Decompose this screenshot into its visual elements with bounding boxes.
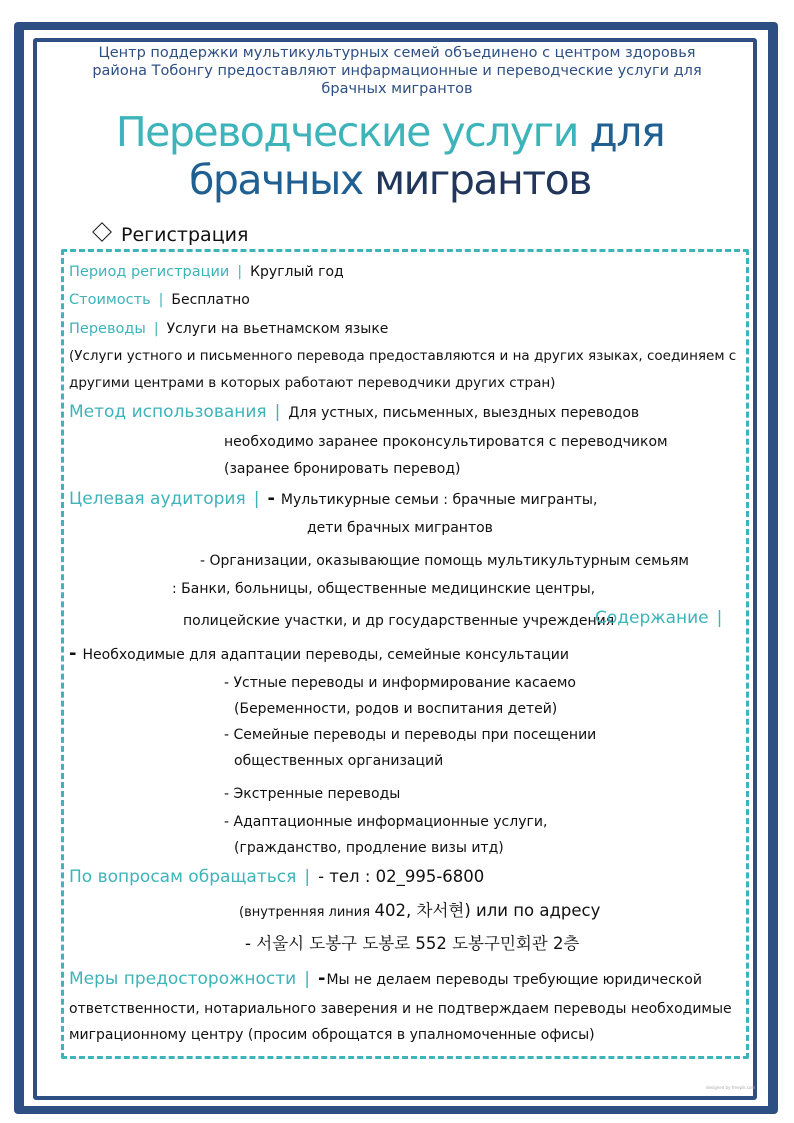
diamond-bullet-icon — [92, 222, 112, 242]
separator: | — [304, 867, 311, 887]
separator: | — [153, 321, 159, 337]
content-line: (гражданство, продление визы итд) — [234, 840, 504, 856]
method-row — [69, 403, 639, 422]
intro-line: брачных мигрантов — [321, 81, 473, 97]
dash: - — [69, 643, 77, 664]
intro-text — [60, 44, 734, 98]
dash: - — [317, 968, 326, 989]
audience-line: Мультикурные семьи : брачные мигранты, — [280, 492, 598, 508]
content-line: - Адаптационные информационные услуги, — [224, 814, 548, 830]
content-line: - Экстренные переводы — [224, 786, 401, 802]
period-label: Период регистрации — [69, 264, 230, 280]
contact-ext-small: (внутренняя линия — [239, 905, 371, 920]
content-line: общественных организаций — [234, 753, 444, 769]
content-line: - Семейные переводы и переводы при посещении — [224, 727, 597, 743]
designed-by-credit: designed by freepik.com — [706, 1085, 756, 1090]
content-line: - Устные переводы и информирование касаемо — [224, 675, 576, 691]
title-part: для — [589, 108, 665, 156]
caution-line: миграционному центру (просим оброщатся в упалномоченные офисы) — [69, 1027, 595, 1043]
separator: | — [253, 489, 260, 509]
caution-line: Мы не делаем переводы требующие юридической — [326, 972, 702, 988]
separator: | — [274, 402, 281, 422]
dash: - — [267, 488, 275, 509]
contact-ext-rest: 402, 차서현) или по адресу — [374, 901, 601, 920]
audience-line: : Банки, больницы, общественные медицинские центры, — [172, 581, 596, 597]
contact-label: По вопросам обращаться — [69, 867, 297, 887]
translation-label: Переводы — [69, 321, 146, 337]
translation-note: (Услуги устного и письменного перевода предоставляются и на других языках, соединяем с — [69, 348, 737, 364]
registration-heading-text: Регистрация — [121, 224, 249, 246]
content-line: (Беременности, родов и воспитания детей) — [234, 701, 558, 717]
method-line: необходимо заранее проконсультироватся с переводчиком — [224, 434, 668, 450]
method-line: Для устных, письменных, выездных переводов — [288, 405, 640, 421]
audience-line: полицейские участки, и др государственные учреждения — [183, 613, 615, 629]
period-row — [69, 263, 344, 281]
contact-extension — [239, 902, 600, 922]
contact-address: - 서울시 도봉구 도봉로 552 도봉구민회관 2층 — [245, 934, 580, 953]
separator: | — [237, 264, 243, 280]
page-title — [40, 108, 740, 204]
separator: | — [304, 969, 310, 989]
audience-line: - Организации, оказывающие помощь мультикультурным семьям — [200, 553, 689, 569]
content-label-row — [595, 609, 730, 628]
method-line: (заранее бронировать перевод) — [224, 461, 461, 477]
title-part: Переводческие услуги — [115, 108, 578, 156]
translation-value: Услуги на вьетнамском языке — [166, 321, 389, 337]
period-value: Круглый год — [250, 264, 344, 280]
method-label: Метод использования — [69, 402, 267, 422]
caution-label: Меры предосторожности — [69, 969, 297, 989]
content-row — [69, 645, 569, 664]
caution-row — [69, 970, 702, 989]
title-part: мигрантов — [374, 156, 591, 204]
contact-row — [69, 868, 484, 887]
cost-label: Стоимость — [69, 292, 151, 308]
audience-line: дети брачных мигрантов — [307, 520, 493, 536]
separator: | — [158, 292, 164, 308]
title-part: брачных — [189, 156, 363, 204]
content-label: Содержание — [595, 608, 709, 628]
audience-row — [69, 490, 597, 509]
cost-row — [69, 291, 250, 309]
translation-row — [69, 320, 388, 338]
contact-phone: - тел : 02_995-6800 — [318, 867, 485, 886]
translation-note: другими центрами в которых работают переводчики других стран) — [69, 375, 556, 391]
content-line: Необходимые для адаптации переводы, семейные консультации — [82, 647, 569, 663]
intro-line: Центр поддержки мультикультурных семей объединено с центром здоровья — [98, 45, 696, 61]
separator: | — [716, 608, 723, 628]
caution-line: ответственности, нотариального заверения и не подтверждаем переводы необходимые — [69, 1001, 732, 1017]
cost-value: Бесплатно — [171, 292, 250, 308]
registration-heading — [95, 222, 248, 248]
intro-line: района Тобонгу предоставляют инфармационные и переводческие услуги для — [92, 63, 702, 79]
audience-label: Целевая аудитория — [69, 489, 246, 509]
